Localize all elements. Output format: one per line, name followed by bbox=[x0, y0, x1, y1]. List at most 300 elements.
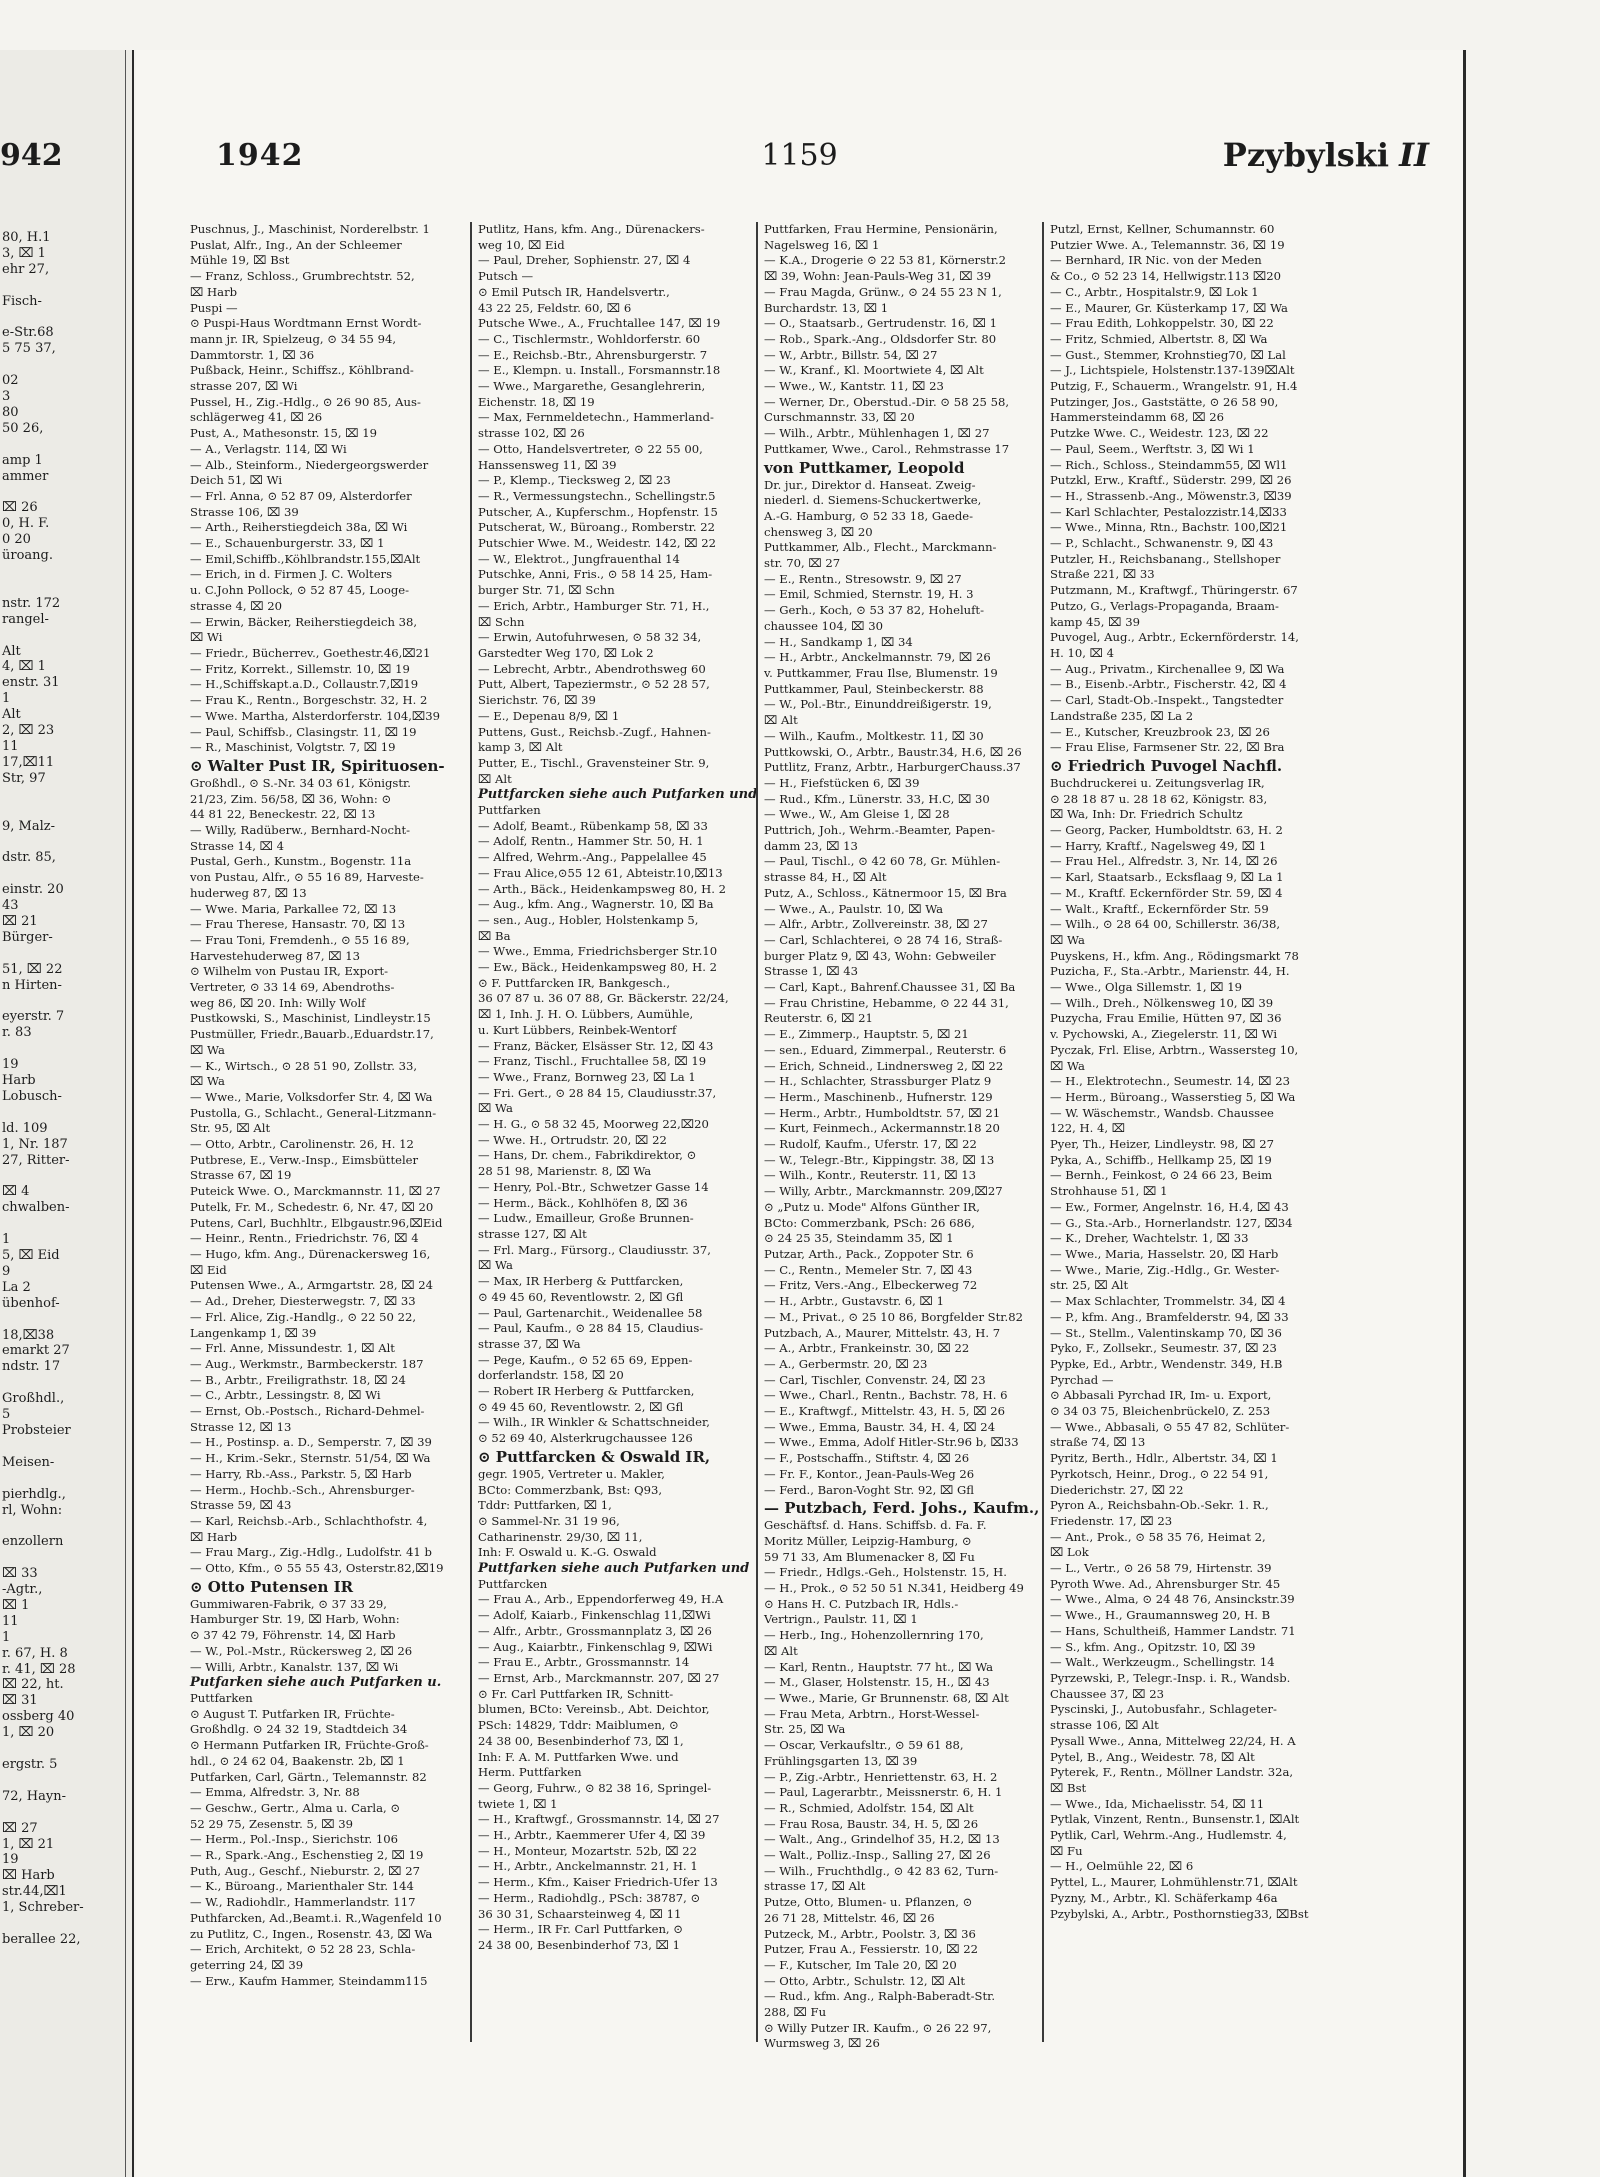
previous-page-line: rangel- bbox=[2, 611, 49, 627]
directory-entry: — Erich, Arbtr., Hamburger Str. 71, H., bbox=[478, 598, 710, 613]
directory-column-3 bbox=[756, 222, 1042, 2051]
directory-entry: str. 25, ⌧ Alt bbox=[1050, 1278, 1129, 1293]
directory-entry: Putzke Wwe. C., Weidestr. 123, ⌧ 22 bbox=[1050, 426, 1269, 441]
directory-entry: — Frau Toni, Fremdenh., ⊙ 55 16 89, bbox=[190, 932, 410, 947]
directory-entry: ⊙ Friedrich Puvogel Nachfl. bbox=[1050, 756, 1283, 775]
directory-entry: — Frau Therese, Hansastr. 70, ⌧ 13 bbox=[190, 917, 406, 932]
directory-entry: — Carl, Kapt., Bahrenf.Chaussee 31, ⌧ Ba bbox=[764, 980, 1016, 995]
directory-entry: — Aug., Privatm., Kirchenallee 9, ⌧ Wa bbox=[1050, 661, 1285, 676]
previous-page-line: ⌧ 33 bbox=[2, 1566, 38, 1582]
directory-entry: — C., Tischlermstr., Wohldorferstr. 60 bbox=[478, 331, 701, 346]
directory-entry: — Ludw., Emailleur, Große Brunnen- bbox=[478, 1211, 694, 1226]
directory-entry: — Max, Fernmeldetechn., Hammerland- bbox=[478, 410, 714, 425]
previous-page-line bbox=[2, 1168, 122, 1184]
directory-entry: Langenkamp 1, ⌧ 39 bbox=[190, 1325, 317, 1340]
directory-entry: strasse 106, ⌧ Alt bbox=[1050, 1718, 1159, 1733]
directory-entry: hdl., ⊙ 24 62 04, Baakenstr. 2b, ⌧ 1 bbox=[190, 1753, 405, 1768]
header-last-name: Pzybylski bbox=[1222, 136, 1390, 174]
directory-entry: — sen., Aug., Hobler, Holstenkamp 5, bbox=[478, 912, 699, 927]
directory-entry: — Alfr., Arbtr., Zollvereinstr. 38, ⌧ 27 bbox=[764, 917, 988, 932]
previous-page-line bbox=[2, 1916, 122, 1932]
directory-entry: Putbrese, E., Verw.-Insp., Eimsbütteler bbox=[190, 1152, 419, 1167]
directory-entry: Landstraße 235, ⌧ La 2 bbox=[1050, 708, 1194, 723]
directory-entry: 24 38 00, Besenbinderhof 73, ⌧ 1 bbox=[478, 1937, 681, 1952]
directory-entry: BCto: Commerzbank, Bst: Q93, bbox=[478, 1482, 663, 1497]
directory-entry: — Adolf, Beamt., Rübenkamp 58, ⌧ 33 bbox=[478, 818, 708, 833]
directory-entry: Putzig, F., Schauerm., Wrangelstr. 91, H.4 bbox=[1050, 379, 1298, 394]
directory-entry: — R., Schmied, Adolfstr. 154, ⌧ Alt bbox=[764, 1800, 974, 1815]
directory-entry: ⊙ 34 03 75, Bleichenbrückel0, Z. 253 bbox=[1050, 1404, 1271, 1419]
directory-entry: Wurmsweg 3, ⌧ 26 bbox=[764, 2036, 880, 2051]
directory-entry: Pußback, Heinr., Schiffsz., Köhlbrand- bbox=[190, 363, 414, 378]
directory-entry: Puttrich, Joh., Wehrm.-Beamter, Papen- bbox=[764, 823, 996, 838]
directory-entry: — Paul, Schiffsb., Clasingstr. 11, ⌧ 19 bbox=[190, 724, 417, 739]
directory-entry: — Lebrecht, Arbtr., Abendrothsweg 60 bbox=[478, 661, 706, 676]
directory-entry: Nagelsweg 16, ⌧ 1 bbox=[764, 237, 880, 252]
directory-entry: — Karl Schlachter, Pestalozzistr.14,⌧33 bbox=[1050, 504, 1287, 519]
directory-entry: ⊙ Hermann Putfarken IR, Früchte-Groß- bbox=[190, 1738, 429, 1753]
directory-entry: — Friedr., Bücherrev., Goethestr.46,⌧21 bbox=[190, 645, 431, 660]
directory-entry: ⌧ 1, Inh. J. H. O. Lübbers, Aumühle, bbox=[478, 1007, 694, 1022]
directory-entry: Putz, A., Schloss., Kätnermoor 15, ⌧ Bra bbox=[764, 885, 1007, 900]
directory-entry: — W., Elektrot., Jungfrauenthal 14 bbox=[478, 551, 680, 566]
directory-entry: — H., Arbtr., Anckelmannstr. 21, H. 1 bbox=[478, 1859, 698, 1874]
directory-entry: — R., Maschinist, Volgtstr. 7, ⌧ 19 bbox=[190, 740, 396, 755]
directory-entry: Pyrchad — bbox=[1050, 1372, 1114, 1387]
directory-entry: — Wwe. Martha, Alsterdorferstr. 104,⌧39 bbox=[190, 708, 440, 723]
directory-entry: Pustmüller, Friedr.,Bauarb.,Eduardstr.17, bbox=[190, 1027, 434, 1042]
directory-entry: ⊙ Willy Putzer IR. Kaufm., ⊙ 26 22 97, bbox=[764, 2020, 992, 2035]
previous-page-line: pierhdlg., bbox=[2, 1486, 66, 1502]
directory-entry: Pyer, Th., Heizer, Lindleystr. 98, ⌧ 27 bbox=[1050, 1137, 1274, 1152]
directory-entry: — Wilh., Dreh., Nölkensweg 10, ⌧ 39 bbox=[1050, 995, 1274, 1010]
directory-entry: Putfarken siehe auch Putfarken u. bbox=[190, 1675, 442, 1691]
directory-entry: — Wwe., Charl., Rentn., Bachstr. 78, H. 6 bbox=[764, 1388, 1008, 1403]
previous-page-line: e-Str.68 bbox=[2, 325, 54, 341]
directory-entry: — Wwe., Marie, Gr Brunnenstr. 68, ⌧ Alt bbox=[764, 1690, 1009, 1705]
directory-entry: ⌧ Eid bbox=[190, 1262, 227, 1277]
directory-entry: — Wwe., Alma, ⊙ 24 48 76, Ansinckstr.39 bbox=[1050, 1592, 1295, 1607]
directory-entry: Pyttel, L., Maurer, Lohmühlenstr.71, ⌧Alt bbox=[1050, 1875, 1298, 1890]
previous-page-line bbox=[2, 1105, 122, 1121]
previous-page-line: 1, ⌧ 20 bbox=[2, 1725, 55, 1741]
previous-page-line bbox=[2, 437, 122, 453]
directory-entry: Puttfarken bbox=[478, 803, 541, 818]
directory-entry: — W., Pol.-Mstr., Rückersweg 2, ⌧ 26 bbox=[190, 1643, 413, 1658]
directory-entry: Pytlik, Carl, Wehrm.-Ang., Hudlemstr. 4, bbox=[1050, 1828, 1287, 1843]
directory-entry: gegr. 1905, Vertreter u. Makler, bbox=[478, 1466, 665, 1481]
directory-entry: — Frau Christine, Hebamme, ⊙ 22 44 31, bbox=[764, 995, 1009, 1010]
directory-entry: Puttkamer, Wwe., Carol., Rehmstrasse 17 bbox=[764, 441, 1010, 456]
previous-page-line bbox=[2, 580, 122, 596]
directory-entry: niederl. d. Siemens-Schuckertwerke, bbox=[764, 493, 982, 508]
directory-entry: chensweg 3, ⌧ 20 bbox=[764, 524, 873, 539]
directory-entry: — Herm., IR Fr. Carl Puttfarken, ⊙ bbox=[478, 1922, 684, 1937]
directory-entry: Putzar, Arth., Pack., Zoppoter Str. 6 bbox=[764, 1247, 974, 1261]
previous-page-line: Alt bbox=[2, 707, 21, 723]
directory-entry: Großhdl., ⊙ S.-Nr. 34 03 61, Königstr. bbox=[190, 775, 411, 790]
directory-entry: — C., Arbtr., Hospitalstr.9, ⌧ Lok 1 bbox=[1050, 284, 1259, 299]
previous-page-line: 3, ⌧ 1 bbox=[2, 245, 46, 261]
directory-entry: — Harry, Rb.-Ass., Parkstr. 5, ⌧ Harb bbox=[190, 1466, 412, 1481]
directory-entry: von Pustau, Alfr., ⊙ 55 16 89, Harveste- bbox=[190, 870, 424, 885]
previous-page-line: 3 bbox=[2, 389, 11, 405]
directory-entry: burger Str. 71, ⌧ Schn bbox=[478, 583, 615, 598]
directory-entry: — Erw., Kaufm Hammer, Steindamm115 bbox=[190, 1973, 428, 1988]
directory-entry: — W., Arbtr., Billstr. 54, ⌧ 27 bbox=[764, 347, 938, 362]
directory-entry: Putschier Wwe. M., Weidestr. 142, ⌧ 22 bbox=[478, 536, 716, 551]
previous-page-line: ergstr. 5 bbox=[2, 1757, 58, 1772]
previous-page-line: r. 41, ⌧ 28 bbox=[2, 1661, 76, 1677]
directory-entry: 36 30 31, Schaarsteinweg 4, ⌧ 11 bbox=[478, 1906, 682, 1921]
previous-page-line: berallee 22, bbox=[2, 1931, 81, 1947]
directory-entry: — Gerh., Koch, ⊙ 53 37 82, Hoheluft- bbox=[764, 603, 984, 618]
directory-entry: — H., Kraftwgf., Grossmannstr. 14, ⌧ 27 bbox=[478, 1812, 720, 1827]
directory-entry: — Rud., Kfm., Lünerstr. 33, H.C, ⌧ 30 bbox=[764, 791, 990, 806]
directory-entry: Pustal, Gerh., Kunstm., Bogenstr. 11a bbox=[190, 854, 412, 869]
directory-entry: 36 07 87 u. 36 07 88, Gr. Bäckerstr. 22/24, bbox=[478, 991, 729, 1006]
directory-entry: ⌧ Wi bbox=[190, 630, 223, 645]
directory-entry: — G., Sta.-Arb., Hornerlandstr. 127, ⌧34 bbox=[1050, 1215, 1293, 1230]
directory-entry: — K.A., Drogerie ⊙ 22 53 81, Körnerstr.2 bbox=[764, 253, 1007, 268]
directory-entry: — Herm., Kfm., Kaiser Friedrich-Ufer 13 bbox=[478, 1875, 718, 1890]
directory-entry: — Frau Marg., Zig.-Hdlg., Ludolfstr. 41 b bbox=[190, 1545, 432, 1560]
directory-entry: — Arth., Bäck., Heidenkampsweg 80, H. 2 bbox=[478, 881, 726, 896]
directory-entry: — Herm., Hochb.-Sch., Ahrensburger- bbox=[190, 1482, 415, 1497]
directory-entry: Puschnus, J., Maschinist, Norderelbstr. 1 bbox=[190, 222, 430, 236]
directory-entry: ⌧ Alt bbox=[478, 771, 512, 786]
directory-entry: — Walt., Kraftf., Eckernförder Str. 59 bbox=[1050, 901, 1269, 916]
directory-entry: — E., Depenau 8/9, ⌧ 1 bbox=[478, 708, 620, 723]
directory-entry: — St., Stellm., Valentinskamp 70, ⌧ 36 bbox=[1050, 1325, 1282, 1340]
page-header bbox=[136, 50, 1463, 180]
directory-entry: weg 86, ⌧ 20. Inh: Willy Wolf bbox=[190, 995, 366, 1010]
directory-entry: — P., Schlacht., Schwanenstr. 9, ⌧ 43 bbox=[1050, 536, 1274, 551]
previous-page-line: 5 bbox=[2, 1407, 11, 1423]
directory-entry: ⊙ Emil Putsch IR, Handelsvertr., bbox=[478, 284, 670, 299]
directory-entry: ⌧ 39, Wohn: Jean-Pauls-Weg 31, ⌧ 39 bbox=[764, 269, 992, 284]
previous-page-line: ⌧ 1 bbox=[2, 1597, 30, 1613]
directory-entry: — Fri. Gert., ⊙ 28 84 15, Claudiusstr.37, bbox=[478, 1085, 717, 1100]
directory-entry: — Otto, Kfm., ⊙ 55 55 43, Osterstr.82,⌧19 bbox=[190, 1561, 444, 1576]
directory-entry: ⌧ Schn bbox=[478, 614, 525, 629]
directory-entry: 59 71 33, Am Blumenacker 8, ⌧ Fu bbox=[764, 1549, 975, 1564]
directory-entry: — Robert IR Herberg & Puttfarcken, bbox=[478, 1384, 695, 1399]
directory-entry: — Frau Alice,⊙55 12 61, Abteistr.10,⌧13 bbox=[478, 865, 723, 880]
directory-entry: — Wwe., Abbasali, ⊙ 55 47 82, Schlüter- bbox=[1050, 1419, 1290, 1434]
directory-entry: Reuterstr. 6, ⌧ 21 bbox=[764, 1011, 873, 1026]
directory-entry: — Friedr., Hdlgs.-Geh., Holstenstr. 15, H. bbox=[764, 1565, 1007, 1580]
directory-entry: — Wwe., A., Paulstr. 10, ⌧ Wa bbox=[764, 901, 944, 916]
scan-margin bbox=[1466, 50, 1600, 2177]
directory-entry: ⊙ „Putz u. Mode" Alfons Günther IR, bbox=[764, 1199, 980, 1214]
directory-entry: — Adolf, Kaiarb., Finkenschlag 11,⌧Wi bbox=[478, 1608, 711, 1623]
directory-entry: — Wwe. Maria, Parkallee 72, ⌧ 13 bbox=[190, 901, 397, 916]
directory-entry: — Otto, Handelsvertreter, ⊙ 22 55 00, bbox=[478, 441, 703, 456]
directory-entry: — C., Arbtr., Lessingstr. 8, ⌧ Wi bbox=[190, 1388, 381, 1403]
directory-entry: Puttfarken, Frau Hermine, Pensionärin, bbox=[764, 222, 998, 236]
directory-entry: Pustolla, G., Schlacht., General-Litzmann- bbox=[190, 1105, 437, 1120]
directory-entry: zu Putlitz, C., Ingen., Rosenstr. 43, ⌧ Wa bbox=[190, 1926, 433, 1941]
directory-entry: ⊙ 24 25 35, Steindamm 35, ⌧ 1 bbox=[764, 1231, 954, 1246]
directory-entry: Dr. jur., Direktor d. Hanseat. Zweig- bbox=[764, 477, 976, 492]
directory-entry: — O., Staatsarb., Gertrudenstr. 16, ⌧ 1 bbox=[764, 316, 998, 331]
directory-entry: — E., Rentn., Stresowstr. 9, ⌧ 27 bbox=[764, 571, 962, 586]
directory-entry: Strasse 12, ⌧ 13 bbox=[190, 1419, 292, 1434]
directory-entry: 288, ⌧ Fu bbox=[764, 2005, 827, 2020]
previous-page-line: 43 bbox=[2, 898, 19, 914]
directory-entry: — W., Pol.-Btr., Einunddreißigerstr. 19, bbox=[764, 697, 992, 712]
directory-entry: strasse 37, ⌧ Wa bbox=[478, 1336, 581, 1351]
directory-entry: — E., Kutscher, Kreuzbrook 23, ⌧ 26 bbox=[1050, 724, 1270, 739]
directory-entry: — Fr. F., Kontor., Jean-Pauls-Weg 26 bbox=[764, 1466, 975, 1481]
directory-entry: ⊙ 52 69 40, Alsterkrugchaussee 126 bbox=[478, 1431, 693, 1446]
directory-entry: — F., Kutscher, Im Tale 20, ⌧ 20 bbox=[764, 1957, 957, 1972]
directory-entry: Buchdruckerei u. Zeitungsverlag IR, bbox=[1050, 775, 1265, 790]
directory-entry: huderweg 87, ⌧ 13 bbox=[190, 885, 307, 900]
directory-entry: ⊙ Wilhelm von Pustau IR, Export- bbox=[190, 964, 389, 979]
directory-entry: Puthfarcken, Ad.,Beamt.i. R.,Wagenfeld 10 bbox=[190, 1910, 442, 1925]
directory-entry: ⊙ 49 45 60, Reventlowstr. 2, ⌧ Gfl bbox=[478, 1399, 684, 1414]
directory-entry: Puttfarken bbox=[190, 1690, 253, 1705]
directory-entry: — Paul, Dreher, Sophienstr. 27, ⌧ 4 bbox=[478, 253, 691, 268]
directory-entry: — Erwin, Autofuhrwesen, ⊙ 58 32 34, bbox=[478, 630, 702, 645]
directory-entry: — Frau Hel., Alfredstr. 3, Nr. 14, ⌧ 26 bbox=[1050, 854, 1278, 869]
previous-page-line bbox=[2, 1741, 122, 1757]
directory-entry: — C., Rentn., Memeler Str. 7, ⌧ 43 bbox=[764, 1262, 973, 1277]
directory-entry: Strasse 67, ⌧ 19 bbox=[190, 1168, 292, 1183]
directory-entry: — Gust., Stemmer, Krohnstieg70, ⌧ Lal bbox=[1050, 347, 1286, 362]
directory-entry: ⊙ Puttfarcken & Oswald IR, bbox=[478, 1447, 711, 1466]
previous-page-line bbox=[2, 485, 122, 501]
directory-entry: strasse 102, ⌧ 26 bbox=[478, 426, 585, 441]
previous-page-line: Meisen- bbox=[2, 1454, 55, 1470]
directory-entry: Puttfarcken bbox=[478, 1576, 548, 1591]
directory-entry: Vertrign., Paulstr. 11, ⌧ 1 bbox=[764, 1612, 918, 1627]
previous-page-line: chwalben- bbox=[2, 1200, 70, 1216]
directory-entry: chaussee 104, ⌧ 30 bbox=[764, 618, 883, 633]
directory-entry: — A., Verlagstr. 114, ⌧ Wi bbox=[190, 441, 347, 456]
directory-entry: Puttens, Gust., Reichsb.-Zugf., Hahnen- bbox=[478, 724, 711, 739]
directory-entry: — Wwe., Emma, Adolf Hitler-Str.96 b, ⌧33 bbox=[764, 1435, 1019, 1450]
previous-page-line: 11 bbox=[2, 1613, 19, 1629]
previous-page-line: str.44,⌧1 bbox=[2, 1884, 67, 1900]
directory-entry: — Wilh., IR Winkler & Schattschneider, bbox=[478, 1415, 710, 1430]
directory-entry: — H., Prok., ⊙ 52 50 51 N.341, Heidberg 49 bbox=[764, 1581, 1024, 1596]
directory-entry: Puttfarken siehe auch Putfarken und bbox=[478, 1561, 750, 1577]
previous-page-line: 02 bbox=[2, 373, 19, 389]
previous-page-line: emarkt 27 bbox=[2, 1343, 70, 1359]
previous-page-line: 1 bbox=[2, 1232, 11, 1248]
directory-entry: damm 23, ⌧ 13 bbox=[764, 838, 858, 853]
directory-entry: Putzo, G., Verlags-Propaganda, Braam- bbox=[1050, 598, 1279, 613]
previous-page-line: Bürger- bbox=[2, 929, 53, 945]
directory-entry: — Erich, in d. Firmen J. C. Wolters bbox=[190, 567, 393, 582]
directory-entry: — H., Oelmühle 22, ⌧ 6 bbox=[1050, 1859, 1194, 1874]
directory-entry: u. C.John Pollock, ⊙ 52 87 45, Looge- bbox=[190, 583, 410, 598]
directory-entry: — Wwe. H., Ortrudstr. 20, ⌧ 22 bbox=[478, 1132, 667, 1147]
directory-entry: Mühle 19, ⌧ Bst bbox=[190, 253, 290, 268]
previous-page-line: 2, ⌧ 23 bbox=[2, 723, 55, 739]
directory-entry: Pyrzewski, P., Telegr.-Insp. i. R., Wandsb. bbox=[1050, 1670, 1291, 1685]
previous-page-line: 18,⌧38 bbox=[2, 1327, 55, 1343]
directory-entry: 43 22 25, Feldstr. 60, ⌧ 6 bbox=[478, 300, 632, 315]
previous-page-line bbox=[2, 1375, 122, 1391]
previous-page-line: ⌧ 21 bbox=[2, 913, 38, 929]
directory-entry: Putsch — bbox=[478, 269, 534, 284]
directory-entry: — Ernst, Arb., Marckmannstr. 207, ⌧ 27 bbox=[478, 1670, 720, 1685]
directory-entry: — Carl, Schlachterei, ⊙ 28 74 16, Straß- bbox=[764, 932, 1003, 947]
directory-entry: — Herm., Arbtr., Humboldtstr. 57, ⌧ 21 bbox=[764, 1105, 1001, 1120]
directory-entry: ⌧ Bst bbox=[1050, 1780, 1087, 1795]
previous-page-line bbox=[2, 994, 122, 1010]
directory-entry: — Frl. Anna, ⊙ 52 87 09, Alsterdorfer bbox=[190, 488, 412, 503]
directory-entry: Puzycha, Frau Emilie, Hütten 97, ⌧ 36 bbox=[1050, 1011, 1282, 1026]
previous-page-line: 5 75 37, bbox=[2, 341, 56, 357]
previous-page-line: ⌧ Harb bbox=[2, 1868, 55, 1884]
directory-entry: 122, H. 4, ⌧ bbox=[1050, 1121, 1126, 1136]
directory-entry: — H., Strassenb.-Ang., Möwenstr.3, ⌧39 bbox=[1050, 488, 1292, 503]
previous-page-line: eyerstr. 7 bbox=[2, 1009, 65, 1025]
directory-entry: — B., Eisenb.-Arbtr., Fischerstr. 42, ⌧ 4 bbox=[1050, 677, 1287, 692]
directory-entry: — Adolf, Rentn., Hammer Str. 50, H. 1 bbox=[478, 834, 704, 849]
directory-entry: — Karl, Reichsb.-Arb., Schlachthofstr. 4, bbox=[190, 1513, 428, 1528]
directory-entry: ⌧ Wa, Inh: Dr. Friedrich Schultz bbox=[1050, 807, 1243, 822]
directory-entry: Putzler, H., Reichsbanang., Stellshoper bbox=[1050, 551, 1281, 566]
directory-entry: BCto: Commerzbank, PSch: 26 686, bbox=[764, 1215, 975, 1230]
previous-page-line bbox=[2, 310, 122, 326]
directory-column-2 bbox=[470, 222, 756, 2042]
directory-entry: — Henry, Pol.-Btr., Schwetzer Gasse 14 bbox=[478, 1179, 709, 1194]
previous-page-line bbox=[2, 1773, 122, 1789]
directory-entry: — Wilh., Kaufm., Moltkestr. 11, ⌧ 30 bbox=[764, 728, 984, 743]
directory-entry: — Willy, Arbtr., Marckmannstr. 209,⌧27 bbox=[764, 1184, 1003, 1199]
directory-entry: — P., Klemp., Tiecksweg 2, ⌧ 23 bbox=[478, 473, 671, 488]
directory-entry: v. Puttkammer, Frau Ilse, Blumenstr. 19 bbox=[764, 665, 998, 680]
page-number: 1159 bbox=[761, 138, 838, 173]
directory-entry: ⊙ 49 45 60, Reventlowstr. 2, ⌧ Gfl bbox=[478, 1289, 684, 1304]
previous-page-line: 1, ⌧ 21 bbox=[2, 1836, 55, 1852]
directory-entry: Pyron A., Reichsbahn-Ob.-Sekr. 1. R., bbox=[1050, 1498, 1269, 1513]
directory-entry: — H., Elektrotechn., Seumestr. 14, ⌧ 23 bbox=[1050, 1074, 1290, 1089]
directory-entry: — Emil, Schmied, Sternstr. 19, H. 3 bbox=[764, 587, 974, 602]
directory-entry: — Heinr., Rentn., Friedrichstr. 76, ⌧ 4 bbox=[190, 1231, 419, 1246]
previous-page-line: einstr. 20 bbox=[2, 882, 64, 898]
directory-entry: — Rud., kfm. Ang., Ralph-Baberadt-Str. bbox=[764, 1989, 996, 2004]
directory-entry: 28 51 98, Marienstr. 8, ⌧ Wa bbox=[478, 1164, 652, 1179]
previous-page-line: 19 bbox=[2, 1852, 19, 1868]
previous-page-line bbox=[2, 1216, 122, 1232]
header-name-range bbox=[1223, 136, 1429, 174]
previous-page-line: ammer bbox=[2, 468, 49, 484]
directory-entry: Pysall Wwe., Anna, Mittelweg 22/24, H. A bbox=[1050, 1733, 1296, 1748]
previous-page-line: ndstr. 17 bbox=[2, 1359, 61, 1375]
directory-entry: — Frau E., Arbtr., Grossmannstr. 14 bbox=[478, 1655, 690, 1670]
directory-entry: Curschmannstr. 33, ⌧ 20 bbox=[764, 410, 915, 425]
directory-entry: Hammersteindamm 68, ⌧ 26 bbox=[1050, 410, 1224, 425]
directory-entry: — Hans, Schultheiß, Hammer Landstr. 71 bbox=[1050, 1623, 1296, 1638]
directory-entry: — Bernh., Feinkost, ⊙ 24 66 23, Beim bbox=[1050, 1168, 1273, 1183]
directory-entry: PSch: 14829, Tddr: Maiblumen, ⊙ bbox=[478, 1718, 679, 1733]
directory-entry: Friedenstr. 17, ⌧ 23 bbox=[1050, 1513, 1173, 1528]
directory-entry: — Erich, Architekt, ⊙ 52 28 23, Schla- bbox=[190, 1942, 416, 1957]
directory-entry: Pyroth Wwe. Ad., Ahrensburger Str. 45 bbox=[1050, 1576, 1281, 1591]
previous-page-line bbox=[2, 787, 122, 803]
directory-entry: — Carl, Stadt-Ob.-Inspekt., Tangstedter bbox=[1050, 693, 1284, 708]
directory-entry: — Ernst, Ob.-Postsch., Richard-Dehmel- bbox=[190, 1404, 425, 1419]
directory-entry: straße 74, ⌧ 13 bbox=[1050, 1435, 1146, 1450]
directory-entry: Frühlingsgarten 13, ⌧ 39 bbox=[764, 1753, 918, 1768]
directory-entry: — Herm., Bäck., Kohlhöfen 8, ⌧ 36 bbox=[478, 1195, 688, 1210]
directory-entry: — Georg, Packer, Humboldtstr. 63, H. 2 bbox=[1050, 823, 1283, 838]
directory-entry: — H., Arbtr., Kaemmerer Ufer 4, ⌧ 39 bbox=[478, 1828, 706, 1843]
directory-entry: — Walt., Werkzeugm., Schellingstr. 14 bbox=[1050, 1655, 1275, 1670]
directory-entry: — Herb., Ing., Hohenzollernring 170, bbox=[764, 1628, 984, 1643]
directory-entry: — Frau K., Rentn., Borgeschstr. 32, H. 2 bbox=[190, 693, 428, 708]
directory-entry: — J., Lichtspiele, Holstenstr.137-139⌧Alt bbox=[1050, 363, 1295, 378]
directory-entry: Dammtorstr. 1, ⌧ 36 bbox=[190, 347, 315, 362]
previous-page-line: 80, H.1 bbox=[2, 230, 51, 245]
directory-entry: Putens, Carl, Buchhltr., Elbgaustr.96,⌧Eid bbox=[190, 1215, 443, 1230]
directory-entry: Putsche Wwe., A., Fruchtallee 147, ⌧ 19 bbox=[478, 316, 721, 331]
previous-page-line: Großhdl., bbox=[2, 1391, 65, 1407]
previous-page-line bbox=[2, 357, 122, 373]
directory-entry: — Herm., Pol.-Insp., Sierichstr. 106 bbox=[190, 1832, 399, 1847]
directory-entry: — S., kfm. Ang., Opitzstr. 10, ⌧ 39 bbox=[1050, 1639, 1256, 1654]
header-part-roman: II bbox=[1399, 136, 1429, 174]
directory-entry: ⌧ Fu bbox=[1050, 1843, 1083, 1858]
directory-entry: — H., Fiefstücken 6, ⌧ 39 bbox=[764, 775, 920, 790]
directory-entry: — Ew., Former, Angelnstr. 16, H.4, ⌧ 43 bbox=[1050, 1199, 1289, 1214]
previous-page-line: 9 bbox=[2, 1263, 11, 1279]
previous-page-text bbox=[2, 230, 122, 1948]
directory-entry: — K., Wirtsch., ⊙ 28 51 90, Zollstr. 33, bbox=[190, 1058, 418, 1073]
directory-entry: — Paul, Seem., Werftstr. 3, ⌧ Wi 1 bbox=[1050, 441, 1255, 456]
previous-page-line: 0 20 bbox=[2, 532, 31, 548]
previous-page-line: üroang. bbox=[2, 548, 53, 564]
directory-entry: Burchardstr. 13, ⌧ 1 bbox=[764, 300, 889, 315]
directory-entry: — K., Dreher, Wachtelstr. 1, ⌧ 33 bbox=[1050, 1231, 1249, 1246]
directory-entry: — Wwe., Margarethe, Gesanglehrerin, bbox=[478, 379, 706, 394]
directory-entry: — Rich., Schloss., Steindamm55, ⌧ Wl1 bbox=[1050, 457, 1288, 472]
directory-entry: — Wwe., Olga Sillemstr. 1, ⌧ 19 bbox=[1050, 980, 1242, 995]
directory-entry: ⊙ F. Puttfarcken IR, Bankgesch., bbox=[478, 975, 671, 990]
directory-entry: — Georg, Fuhrw., ⊙ 82 38 16, Springel- bbox=[478, 1780, 712, 1795]
directory-entry: — Carl, Tischler, Convenstr. 24, ⌧ 23 bbox=[764, 1372, 986, 1387]
previous-page-line: 50 26, bbox=[2, 420, 44, 436]
previous-page-fragment bbox=[0, 50, 134, 2177]
directory-entry: — Fritz, Vers.-Ang., Elbeckerweg 72 bbox=[764, 1278, 978, 1293]
directory-entry: — Wilh., Arbtr., Mühlenhagen 1, ⌧ 27 bbox=[764, 426, 990, 441]
directory-entry: — Hans, Dr. chem., Fabrikdirektor, ⊙ bbox=[478, 1148, 697, 1163]
directory-entry: Putzkl, Erw., Kraftf., Süderstr. 299, ⌧ 26 bbox=[1050, 473, 1292, 488]
directory-entry: v. Pychowski, A., Ziegelerstr. 11, ⌧ Wi bbox=[1050, 1027, 1278, 1042]
directory-entry: Pust, A., Mathesonstr. 15, ⌧ 19 bbox=[190, 426, 378, 441]
previous-page-line: 9, Malz- bbox=[2, 818, 55, 834]
directory-entry: — Pege, Kaufm., ⊙ 52 65 69, Eppen- bbox=[478, 1352, 693, 1367]
directory-entry: Putzmann, M., Kraftwgf., Thüringerstr. 67 bbox=[1050, 583, 1298, 598]
directory-entry: — Otto, Arbtr., Carolinenstr. 26, H. 12 bbox=[190, 1137, 414, 1152]
previous-page-line: rl, Wohn: bbox=[2, 1502, 63, 1518]
directory-entry: — H., Monteur, Mozartstr. 52b, ⌧ 22 bbox=[478, 1843, 698, 1858]
directory-entry: — Walt., Ang., Grindelhof 35, H.2, ⌧ 13 bbox=[764, 1832, 1000, 1847]
directory-entry: ⌧ Harb bbox=[190, 284, 238, 299]
previous-page-line bbox=[2, 1550, 122, 1566]
directory-entry: — E., Zimmerp., Hauptstr. 5, ⌧ 21 bbox=[764, 1027, 969, 1042]
previous-page-line: 1, Nr. 187 bbox=[2, 1136, 68, 1152]
directory-entry: weg 10, ⌧ Eid bbox=[478, 237, 565, 252]
directory-entry: — Wilh., ⊙ 28 64 00, Schillerstr. 36/38, bbox=[1050, 917, 1281, 932]
